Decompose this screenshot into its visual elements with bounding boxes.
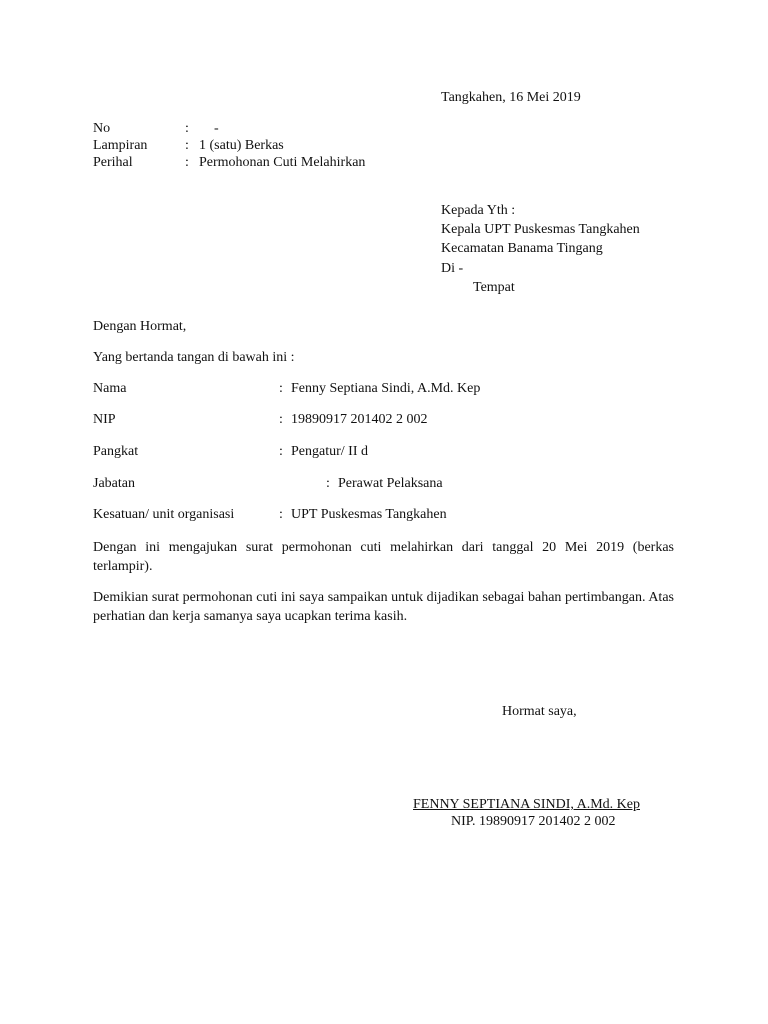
meta-lampiran-value: 1 (satu) Berkas (199, 138, 284, 153)
meta-no-value: - (214, 121, 219, 136)
meta-no-colon: : (185, 121, 189, 136)
paragraph-closing: Demikian surat permohonan cuti ini saya sampaikan untuk dijadikan sebagai bahan pertimbangan. Atas perhatian dan kerja samanya saya ucapkan terima kasih. (93, 590, 674, 624)
recipient-line-2: Kepala UPT Puskesmas Tangkahen (441, 222, 640, 237)
signature-nip: NIP. 19890917 201402 2 002 (451, 814, 616, 829)
signature-name: FENNY SEPTIANA SINDI, A.Md. Kep (413, 797, 640, 812)
salutation: Dengan Hormat, (93, 319, 187, 334)
meta-perihal-colon: : (185, 155, 189, 170)
recipient-line-4: Di - (441, 261, 464, 276)
field-kesatuan-colon: : (279, 507, 283, 522)
field-jabatan-colon: : (326, 476, 330, 491)
meta-lampiran-colon: : (185, 138, 189, 153)
field-kesatuan-label: Kesatuan/ unit organisasi (93, 507, 235, 522)
meta-lampiran-label: Lampiran (93, 138, 148, 153)
field-pangkat-value: Pengatur/ II d (291, 444, 368, 459)
field-nama-value: Fenny Septiana Sindi, A.Md. Kep (291, 381, 481, 396)
field-nip-colon: : (279, 412, 283, 427)
field-jabatan-label: Jabatan (93, 476, 135, 491)
meta-perihal-label: Perihal (93, 155, 133, 170)
field-nip-value: 19890917 201402 2 002 (291, 412, 428, 427)
field-kesatuan-value: UPT Puskesmas Tangkahen (291, 507, 447, 522)
recipient-line-5: Tempat (473, 280, 515, 295)
paragraph-request: Dengan ini mengajukan surat permohonan cuti melahirkan dari tanggal 20 Mei 2019 (berkas terlampir). (93, 540, 674, 574)
signature-closing: Hormat saya, (502, 704, 577, 719)
meta-no-label: No (93, 121, 111, 136)
meta-perihal-value: Permohonan Cuti Melahirkan (199, 155, 366, 170)
field-nama-colon: : (279, 381, 283, 396)
intro-text: Yang bertanda tangan di bawah ini : (93, 350, 295, 365)
recipient-line-3: Kecamatan Banama Tingang (441, 241, 603, 256)
field-nip-label: NIP (93, 412, 116, 427)
field-pangkat-label: Pangkat (93, 444, 139, 459)
recipient-line-1: Kepada Yth : (441, 203, 516, 218)
field-nama-label: Nama (93, 381, 127, 396)
field-pangkat-colon: : (279, 444, 283, 459)
field-jabatan-value: Perawat Pelaksana (338, 476, 443, 491)
letter-date: Tangkahen, 16 Mei 2019 (441, 90, 581, 105)
